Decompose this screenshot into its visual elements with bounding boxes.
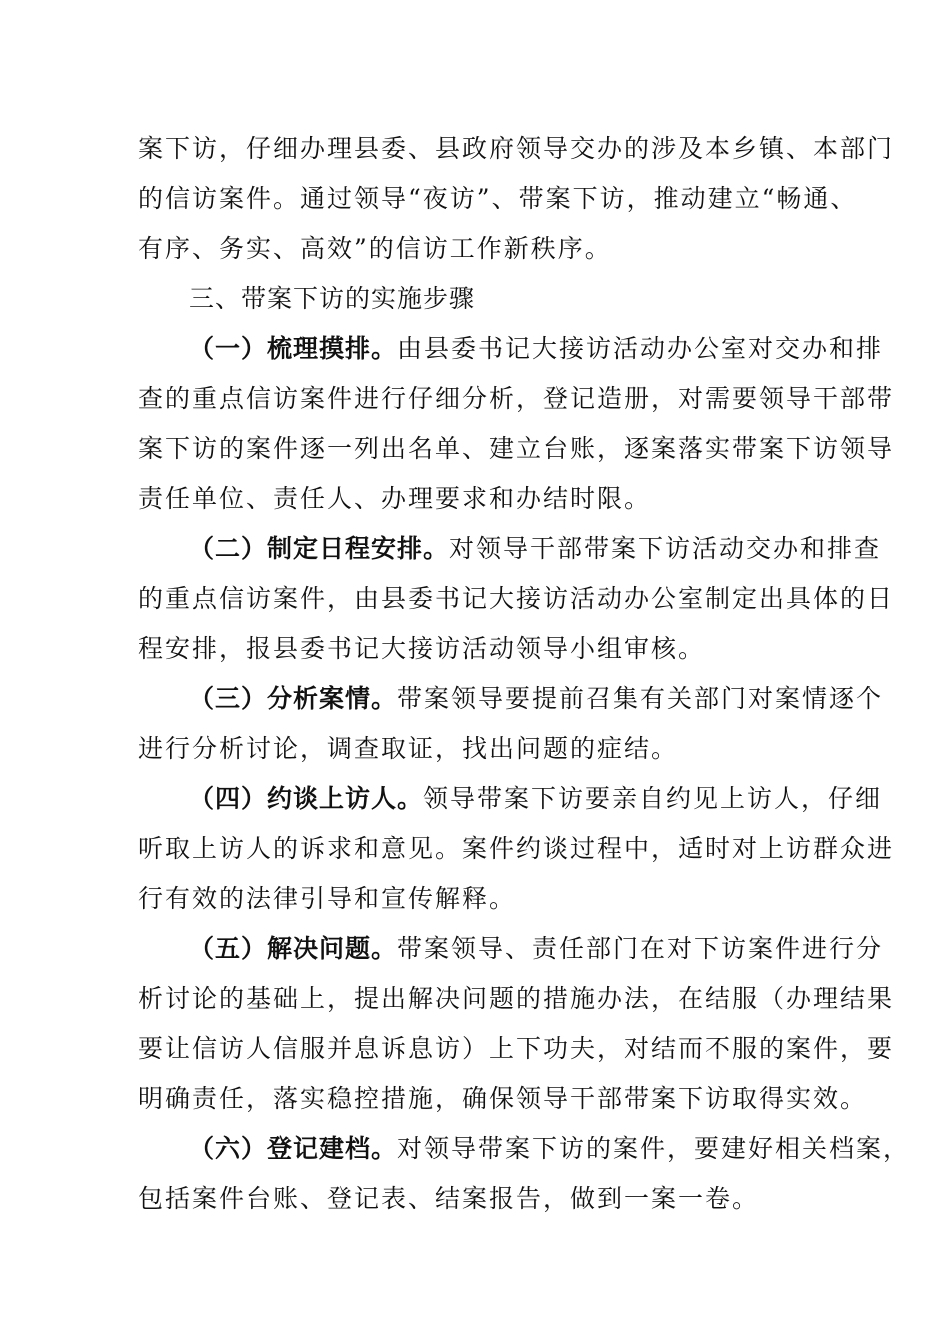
step-5-line: 析讨论的基础上，提出解决问题的措施办法，在结服（办理结果: [138, 984, 895, 1013]
step-3-line: 进行分析讨论，调查取证，找出问题的症结。: [138, 734, 679, 763]
step-1-line: 案下访的案件逐一列出名单、建立台账，逐案落实带案下访领导: [138, 434, 895, 463]
step-3-first-line: [138, 674, 884, 724]
step-1-line: 查的重点信访案件进行仔细分析，登记造册，对需要领导干部带: [138, 384, 895, 413]
intro-line-1: 案下访，仔细办理县委、县政府领导交办的涉及本乡镇、本部门: [138, 134, 895, 163]
step-3-title: （三）分析案情。: [189, 684, 398, 713]
step-5-line: 要让信访人信服并息诉息访）上下功夫，对结而不服的案件，要: [138, 1034, 895, 1063]
step-6-line: 包括案件台账、登记表、结案报告，做到一案一卷。: [138, 1184, 760, 1213]
intro-line-3: 有序、务实、高效”的信访工作新秩序。: [138, 234, 612, 263]
step-2-line: 程安排，报县委书记大接访活动领导小组审核。: [138, 634, 706, 663]
step-2-title: （二）制定日程安排。: [189, 534, 450, 563]
step-4-text: 领导带案下访要亲自约见上访人，仔细: [423, 784, 883, 813]
step-4-title: （四）约谈上访人。: [189, 784, 424, 813]
step-5-title: （五）解决问题。: [189, 934, 398, 963]
step-4-first-line: [138, 774, 883, 824]
step-3-text: 带案领导要提前召集有关部门对案情逐个: [397, 684, 884, 713]
step-1-first-line: [138, 324, 884, 374]
step-4-line: 听取上访人的诉求和意见。案件约谈过程中，适时对上访群众进: [138, 834, 895, 863]
step-1-line: 责任单位、责任人、办理要求和办结时限。: [138, 484, 652, 513]
step-1-title: （一）梳理摸排。: [189, 334, 398, 363]
step-5-line: 明确责任，落实稳控措施，确保领导干部带案下访取得实效。: [138, 1084, 868, 1113]
step-1-text: 由县委书记大接访活动办公室对交办和排: [397, 334, 884, 363]
section-heading: 三、带案下访的实施步骤: [189, 284, 476, 313]
step-2-text: 对领导干部带案下访活动交办和排查: [449, 534, 882, 563]
step-6-text: 对领导带案下访的案件，要建好相关档案，: [397, 1134, 911, 1163]
document-body: [138, 124, 911, 1224]
step-5-first-line: [138, 924, 884, 974]
step-2-first-line: [138, 524, 882, 574]
step-6-first-line: [138, 1124, 911, 1174]
intro-line-2: 的信访案件。通过领导“夜访”、带案下访，推动建立“畅通、: [138, 184, 858, 213]
step-4-line: 行有效的法律引导和宣传解释。: [138, 884, 517, 913]
step-5-text: 带案领导、责任部门在对下访案件进行分: [397, 934, 884, 963]
step-6-title: （六）登记建档。: [189, 1134, 398, 1163]
step-2-line: 的重点信访案件，由县委书记大接访活动办公室制定出具体的日: [138, 584, 895, 613]
